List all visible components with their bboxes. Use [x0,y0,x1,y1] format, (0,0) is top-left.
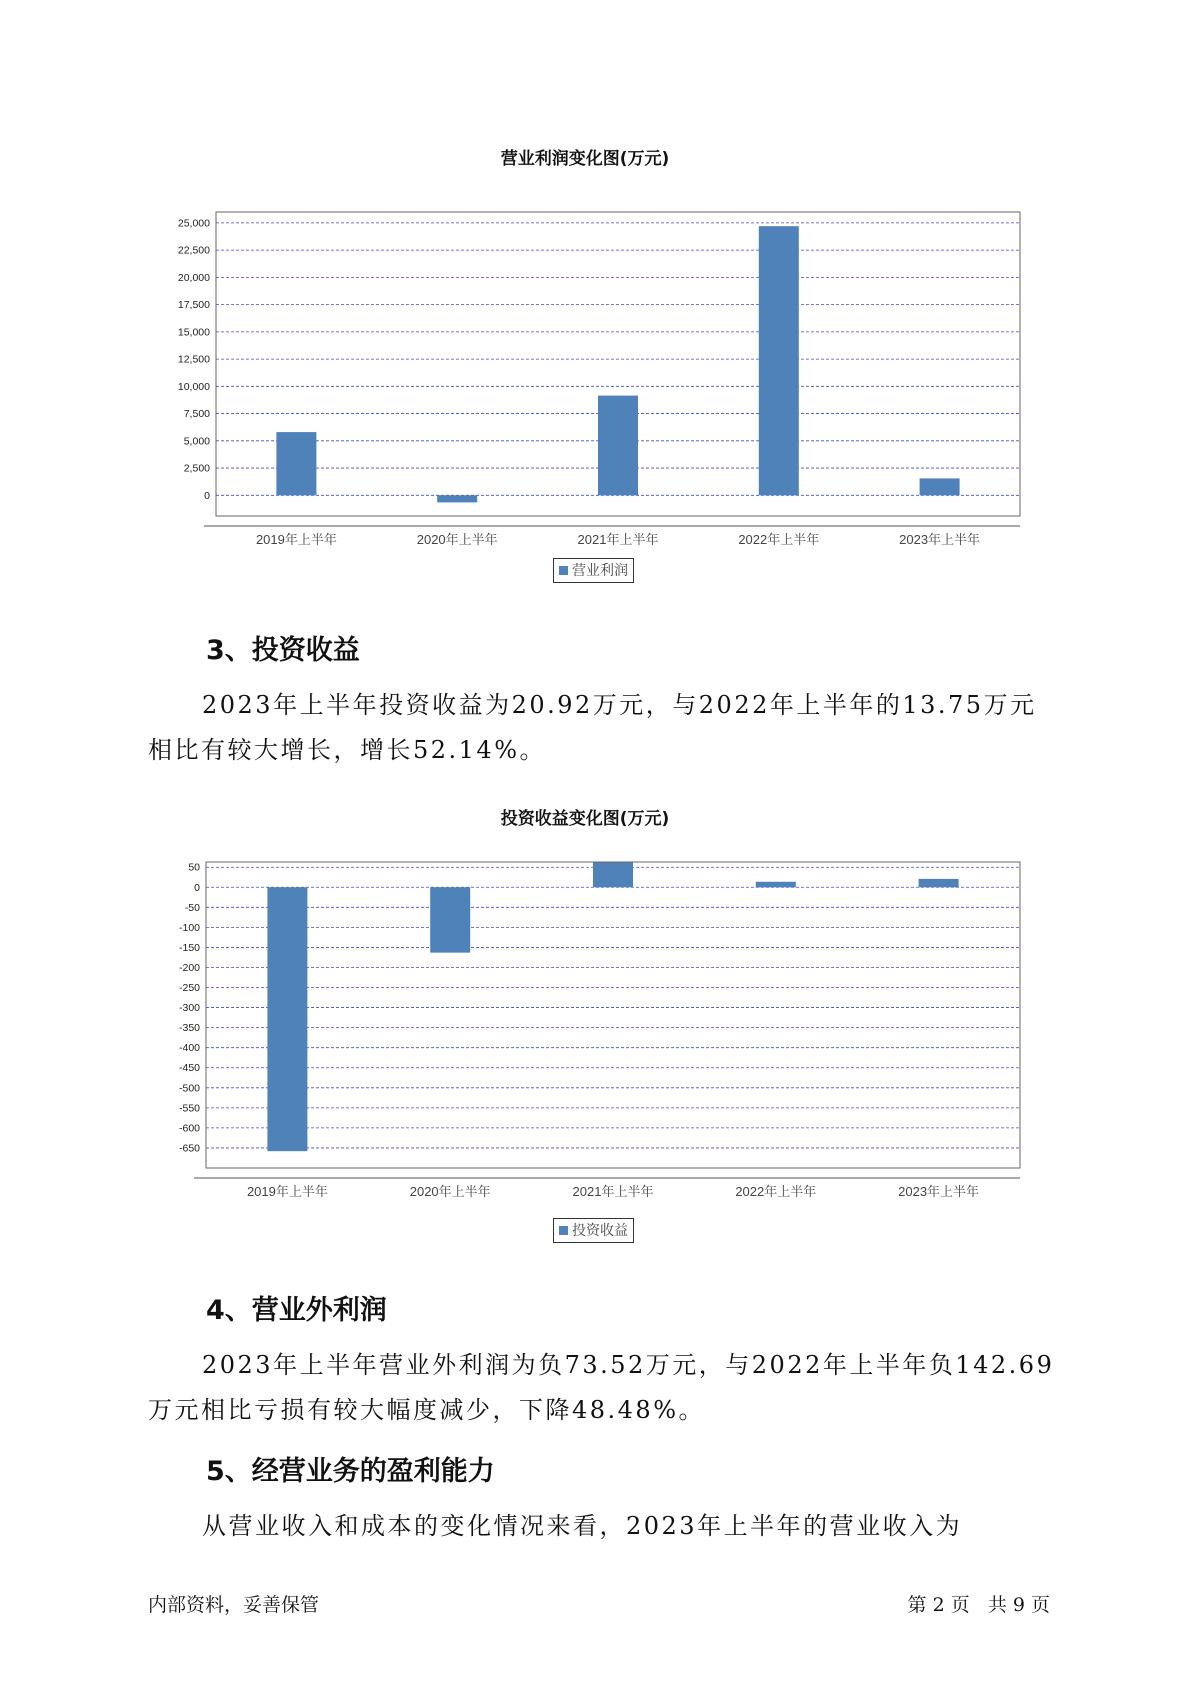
y-tick-label: -500 [178,1082,200,1095]
bar [919,879,959,887]
x-tick-label: 2023年上半年 [899,532,981,547]
y-tick-label: -50 [184,901,200,914]
bar [756,882,796,888]
chart-plot [150,180,1020,580]
y-tick-label: 15,000 [177,326,210,339]
operating-profit-chart [150,140,1020,590]
section-5-paragraph: 从营业收入和成本的变化情况来看，2023年上半年的营业收入为 [202,1512,963,1540]
y-tick-label: 25,000 [177,217,210,230]
x-tick-label: 2019年上半年 [255,532,337,547]
plot-frame [206,862,1020,1168]
y-tick-label: 2,500 [183,462,210,475]
x-tick-label: 2022年上半年 [735,1184,817,1199]
y-tick-label: 0 [194,881,200,894]
footer-left: 内部资料，妥善保管 [148,1594,320,1616]
bar [598,396,638,496]
section-3-heading: 3、投资收益 [206,635,360,666]
bar [267,887,307,1151]
y-tick-label: 12,500 [177,353,210,366]
section-5-heading: 5、经营业务的盈利能力 [206,1456,495,1487]
y-tick-label: 17,500 [177,299,210,312]
bar [593,862,633,887]
legend-swatch [559,566,568,575]
x-tick-label: 2020年上半年 [416,532,498,547]
chart-legend [553,1218,634,1243]
legend-swatch [559,1226,568,1235]
bar [276,432,316,495]
y-tick-label: 20,000 [177,271,210,284]
bar [920,478,960,495]
investment-income-chart [150,800,1020,1250]
y-tick-label: -550 [178,1102,200,1115]
section-3-paragraph: 2023年上半年投资收益为20.92万元，与2022年上半年的13.75万元相比有较大增长，增长52.14%。 [148,691,1037,764]
y-tick-label: 10,000 [177,380,210,393]
y-tick-label: -400 [178,1042,200,1055]
chart-plot [150,840,1020,1240]
y-tick-label: -100 [178,921,200,934]
y-tick-label: -450 [178,1062,200,1075]
section-4-heading: 4、营业外利润 [206,1295,387,1326]
y-tick-label: 50 [188,861,200,874]
section-4-paragraph: 2023年上半年营业外利润为负73.52万元，与2022年上半年负142.69万元相比亏损有较大幅度减少，下降48.48%。 [148,1351,1055,1424]
y-tick-label: -200 [178,961,200,974]
bar [437,495,477,502]
y-tick-label: -300 [178,1002,200,1015]
y-tick-label: -350 [178,1022,200,1035]
y-tick-label: 5,000 [183,435,210,448]
x-tick-label: 2020年上半年 [409,1184,491,1199]
y-tick-label: 0 [204,489,210,502]
y-tick-label: -250 [178,982,200,995]
legend-label: 营业利润 [572,563,628,579]
x-tick-label: 2021年上半年 [577,532,659,547]
x-tick-label: 2021年上半年 [572,1184,654,1199]
y-tick-label: 22,500 [177,244,210,257]
y-tick-label: -600 [178,1122,200,1135]
x-tick-label: 2019年上半年 [246,1184,328,1199]
y-tick-label: 7,500 [183,408,210,421]
x-tick-label: 2022年上半年 [738,532,820,547]
x-tick-label: 2023年上半年 [898,1184,980,1199]
chart-legend [553,558,634,583]
chart-title: 营业利润变化图(万元) [500,149,670,169]
bar [430,887,470,952]
footer-page-number: 第 2 页 共 9 页 [907,1594,1050,1616]
chart-title: 投资收益变化图(万元) [500,809,670,829]
y-tick-label: -650 [178,1142,200,1155]
legend-label: 投资收益 [572,1223,628,1239]
y-tick-label: -150 [178,941,200,954]
bar [759,226,799,495]
